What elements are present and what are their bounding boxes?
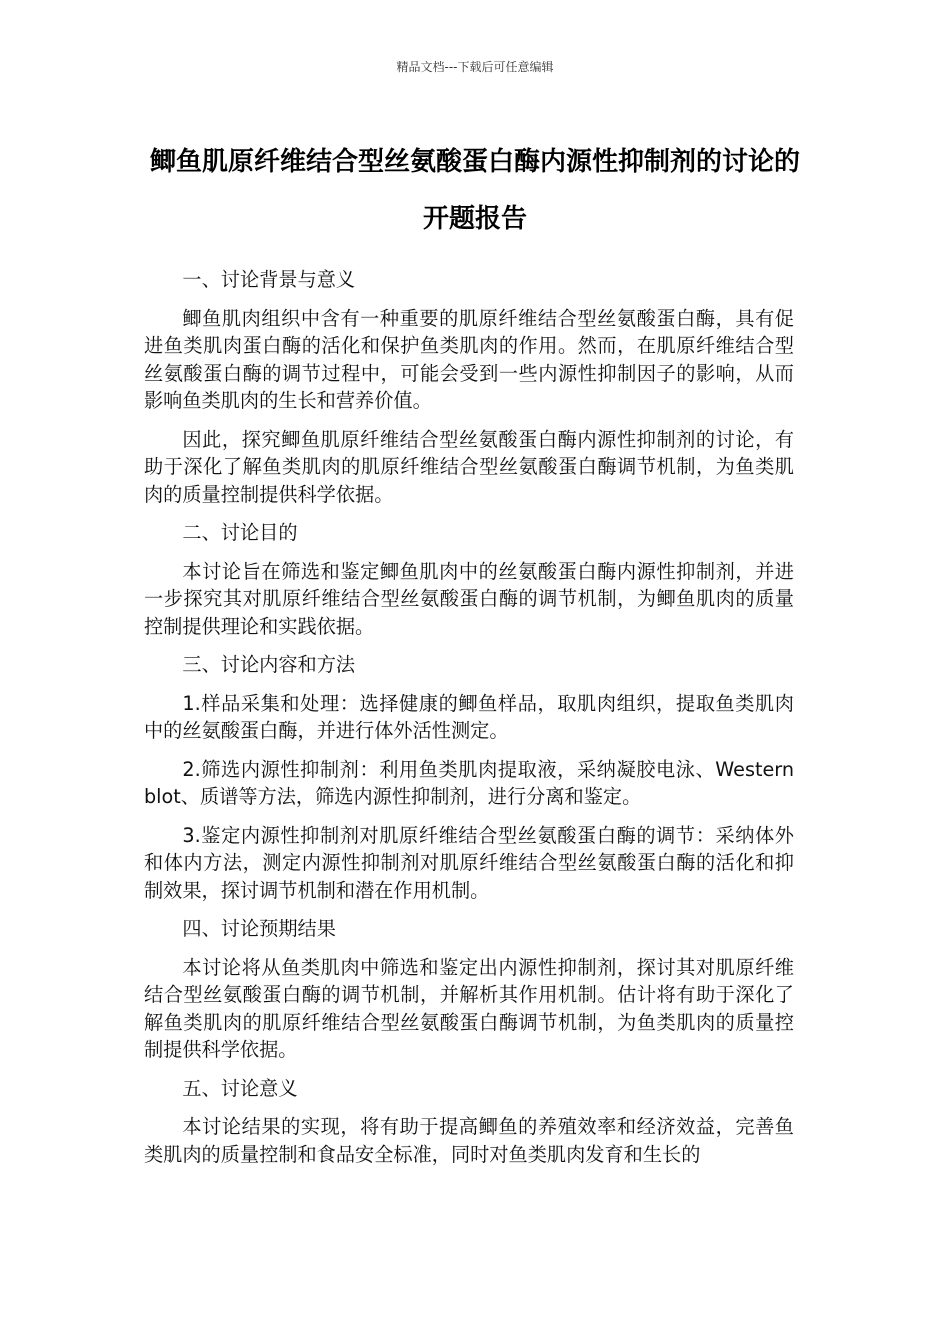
paragraph-background-1: 鲫鱼肌肉组织中含有一种重要的肌原纤维结合型丝氨酸蛋白酶，具有促进鱼类肌肉蛋白酶的活化和保护鱼类肌肉的作用。然而，在肌原纤维结合型丝氨酸蛋白酶的调节过程中，可能会受到一些内源性抑制因子的影响，从而影响鱼类肌肉的生长和营养价值。 [144, 306, 794, 412]
section-heading-expected-results: 四、讨论预期结果 [182, 917, 336, 940]
paragraph-method-1: 1.样品采集和处理：选择健康的鲫鱼样品，取肌肉组织，提取鱼类肌肉中的丝氨酸蛋白酶，并进行体外活性测定。 [144, 691, 794, 742]
section-heading-purpose: 二、讨论目的 [182, 521, 298, 544]
section-heading-significance: 五、讨论意义 [182, 1076, 298, 1100]
document-body [144, 266, 794, 1179]
section-heading-background: 一、讨论背景与意义 [182, 268, 356, 291]
paragraph-method-2: 2.筛选内源性抑制剂：利用鱼类肌肉提取液，采纳凝胶电泳、Western blot、质谱等方法，筛选内源性抑制剂，进行分离和鉴定。 [144, 757, 794, 808]
paragraph-background-2: 因此，探究鲫鱼肌原纤维结合型丝氨酸蛋白酶内源性抑制剂的讨论，有助于深化了解鱼类肌肉的肌原纤维结合型丝氨酸蛋白酶调节机制，为鱼类肌肉的质量控制提供科学依据。 [144, 427, 794, 506]
paragraph-significance: 本讨论结果的实现，将有助于提高鲫鱼的养殖效率和经济效益，完善鱼类肌肉的质量控制和食品安全标准，同时对鱼类肌肉发育和生长的 [144, 1115, 794, 1166]
paragraph-expected-results: 本讨论将从鱼类肌肉中筛选和鉴定出内源性抑制剂，探讨其对肌原纤维结合型丝氨酸蛋白酶的调节机制，并解析其作用机制。估计将有助于深化了解鱼类肌肉的肌原纤维结合型丝氨酸蛋白酶调节机制，为鱼类肌肉的质量控制提供科学依据。 [144, 955, 794, 1061]
document-title: 鲫鱼肌原纤维结合型丝氨酸蛋白酶内源性抑制剂的讨论的开题报告 [149, 147, 800, 234]
header-note: 精品文档---下载后可任意编辑 [396, 60, 554, 74]
paragraph-purpose: 本讨论旨在筛选和鉴定鲫鱼肌肉中的丝氨酸蛋白酶内源性抑制剂，并进一步探究其对肌原纤维结合型丝氨酸蛋白酶的调节机制，为鲫鱼肌肉的质量控制提供理论和实践依据。 [144, 559, 794, 638]
paragraph-method-3: 3.鉴定内源性抑制剂对肌原纤维结合型丝氨酸蛋白酶的调节：采纳体外和体内方法，测定内源性抑制剂对肌原纤维结合型丝氨酸蛋白酶的活化和抑制效果，探讨调节机制和潜在作用机制。 [144, 823, 794, 902]
section-heading-methods: 三、讨论内容和方法 [182, 653, 356, 676]
